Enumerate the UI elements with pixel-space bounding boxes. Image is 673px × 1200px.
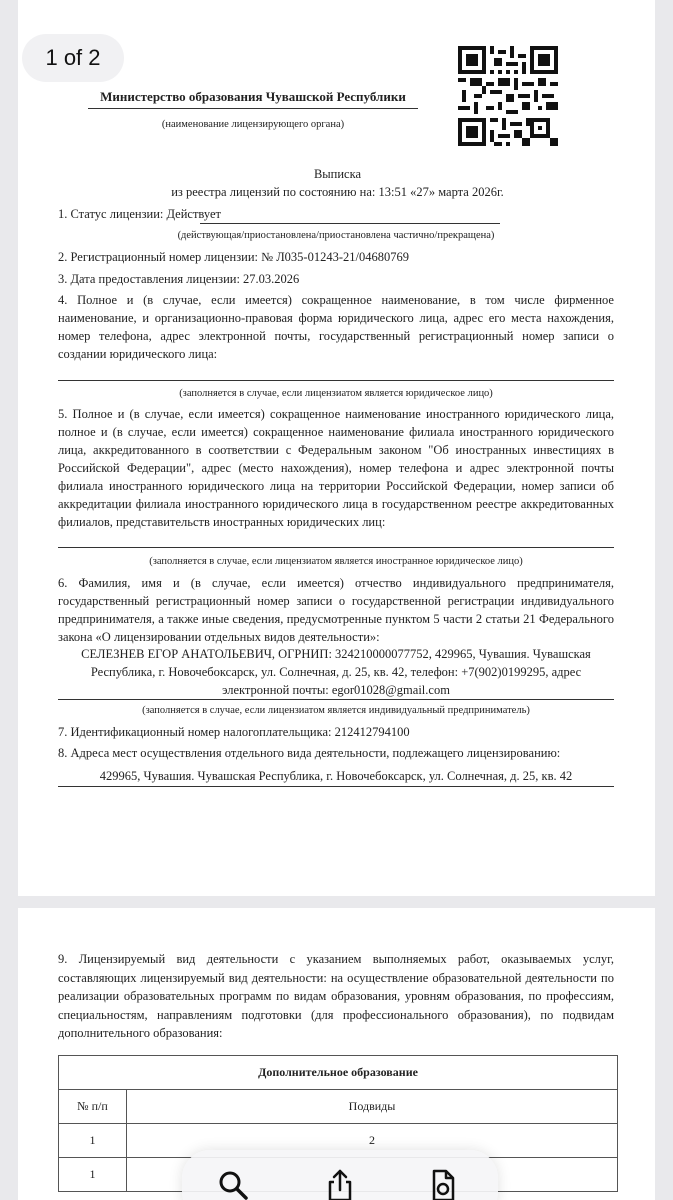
- share-icon[interactable]: [323, 1168, 357, 1200]
- item-8-value: 429965, Чувашия. Чувашская Республика, г. Новочебоксарск, ул. Солнечная, д. 25, кв. 42: [99, 769, 573, 783]
- document-icon[interactable]: [426, 1168, 460, 1200]
- registration-number: 2. Регистрационный номер лицензии: № Л035-01243-21/04680769: [58, 250, 409, 264]
- item-6-hint: (заполняется в случае, если лицензиатом является индивидуальный предприниматель): [142, 705, 530, 716]
- column-header-number: № п/п: [59, 1090, 127, 1124]
- qr-code: [458, 44, 558, 148]
- table-title: Дополнительное образование: [59, 1056, 618, 1090]
- viewer-toolbar: [182, 1150, 498, 1200]
- item-4-text: 4. Полное и (в случае, если имеется) сокращенное наименование, в том числе фирменное наименование, и организационно-правовая форма юридического лица, адрес его места нахождения, номер телефона, адрес электронной почты, государственный регистрационный номер записи о создании юридического лица:: [58, 293, 614, 361]
- item-6-line: [58, 699, 614, 700]
- row-number-cell: 1: [59, 1158, 127, 1192]
- item-6-value-line-2: Республика, г. Новочебоксарск, ул. Солнечная, д. 25, кв. 42, телефон: +7(902)0199295, адрес: [90, 665, 582, 679]
- organization-name: Министерство образования Чувашской Республики: [100, 89, 406, 104]
- row-number-cell: 1: [59, 1124, 127, 1158]
- license-date: 3. Дата предоставления лицензии: 27.03.2026: [58, 272, 300, 286]
- item-9-text: 9. Лицензируемый вид деятельности с указанием выполняемых работ, оказываемых услуг, составляющих лицензируемый вид деятельности: на осуществление образовательной деятельности по реализации образовательных программ по видам образования, уровням образования, по профессиям, специальностям, направлениям подготовки (для профессионального образования), по подвидам дополнительного образования:: [58, 952, 614, 1040]
- item-6-value-line-3: электронной почты: egor01028@gmail.com: [222, 683, 450, 697]
- search-icon[interactable]: [216, 1168, 250, 1200]
- item-6-value-line-1: СЕЛЕЗНЕВ ЕГОР АНАТОЛЬЕВИЧ, ОГРНИП: 324210000077752, 429965, Чувашия. Чувашская: [81, 647, 591, 661]
- extract-subtitle: из реестра лицензий по состоянию на: 13:51 «27» марта 2026г.: [171, 185, 504, 199]
- extract-title: Выписка: [313, 167, 362, 181]
- item-4-hint: (заполняется в случае, если лицензиатом является юридическое лицо): [179, 388, 493, 399]
- item-5-hint: (заполняется в случае, если лицензиатом является иностранное юридическое лицо): [149, 556, 523, 567]
- page-indicator: 1 of 2: [22, 34, 124, 82]
- license-status: 1. Статус лицензии: Действует: [58, 207, 222, 221]
- license-status-hint: (действующая/приостановлена/приостановлена частично/прекращена): [177, 230, 495, 241]
- item-8-line: [58, 786, 614, 787]
- row-subtype-cell: 2: [127, 1124, 618, 1158]
- item-8-text: 8. Адреса мест осуществления отдельного вида деятельности, подлежащего лицензированию:: [58, 746, 561, 760]
- item-5-line: [58, 547, 614, 548]
- status-underline: [200, 223, 500, 224]
- organization-underline: [88, 108, 418, 109]
- item-6-text: 6. Фамилия, имя и (в случае, если имеется) отчество индивидуального предпринимателя, государственный регистрационный номер записи о государственной регистрации индивидуального предпринимателя, а также иные сведения, предусмотренные пунктом 5 части 2 статьи 21 Федерального закона «О лицензировании отдельных видов деятельности»:: [58, 576, 614, 644]
- organization-hint: (наименование лицензирующего органа): [161, 119, 345, 130]
- taxpayer-id: 7. Идентификационный номер налогоплательщика: 212412794100: [58, 725, 410, 739]
- item-4-line: [58, 380, 614, 381]
- column-header-subtypes: Подвиды: [127, 1090, 618, 1124]
- item-5-text: 5. Полное и (в случае, если имеется) сокращенное наименование иностранного юридического лица, полное и (в случае, если имеется) сокращенное наименование филиала иностранного юридического лица, аккредитованного в соответствии с Федеральным законом "Об иностранных инвестициях в Российской Федерации", адрес (место нахождения), номер телефона и адрес электронной почты филиала иностранного юридического лица на территории Российской Федерации, номер записи об аккредитации филиала иностранного юридического лица в государственном реестре аккредитованных филиалов, представительств иностранных юридических лиц:: [58, 407, 614, 529]
